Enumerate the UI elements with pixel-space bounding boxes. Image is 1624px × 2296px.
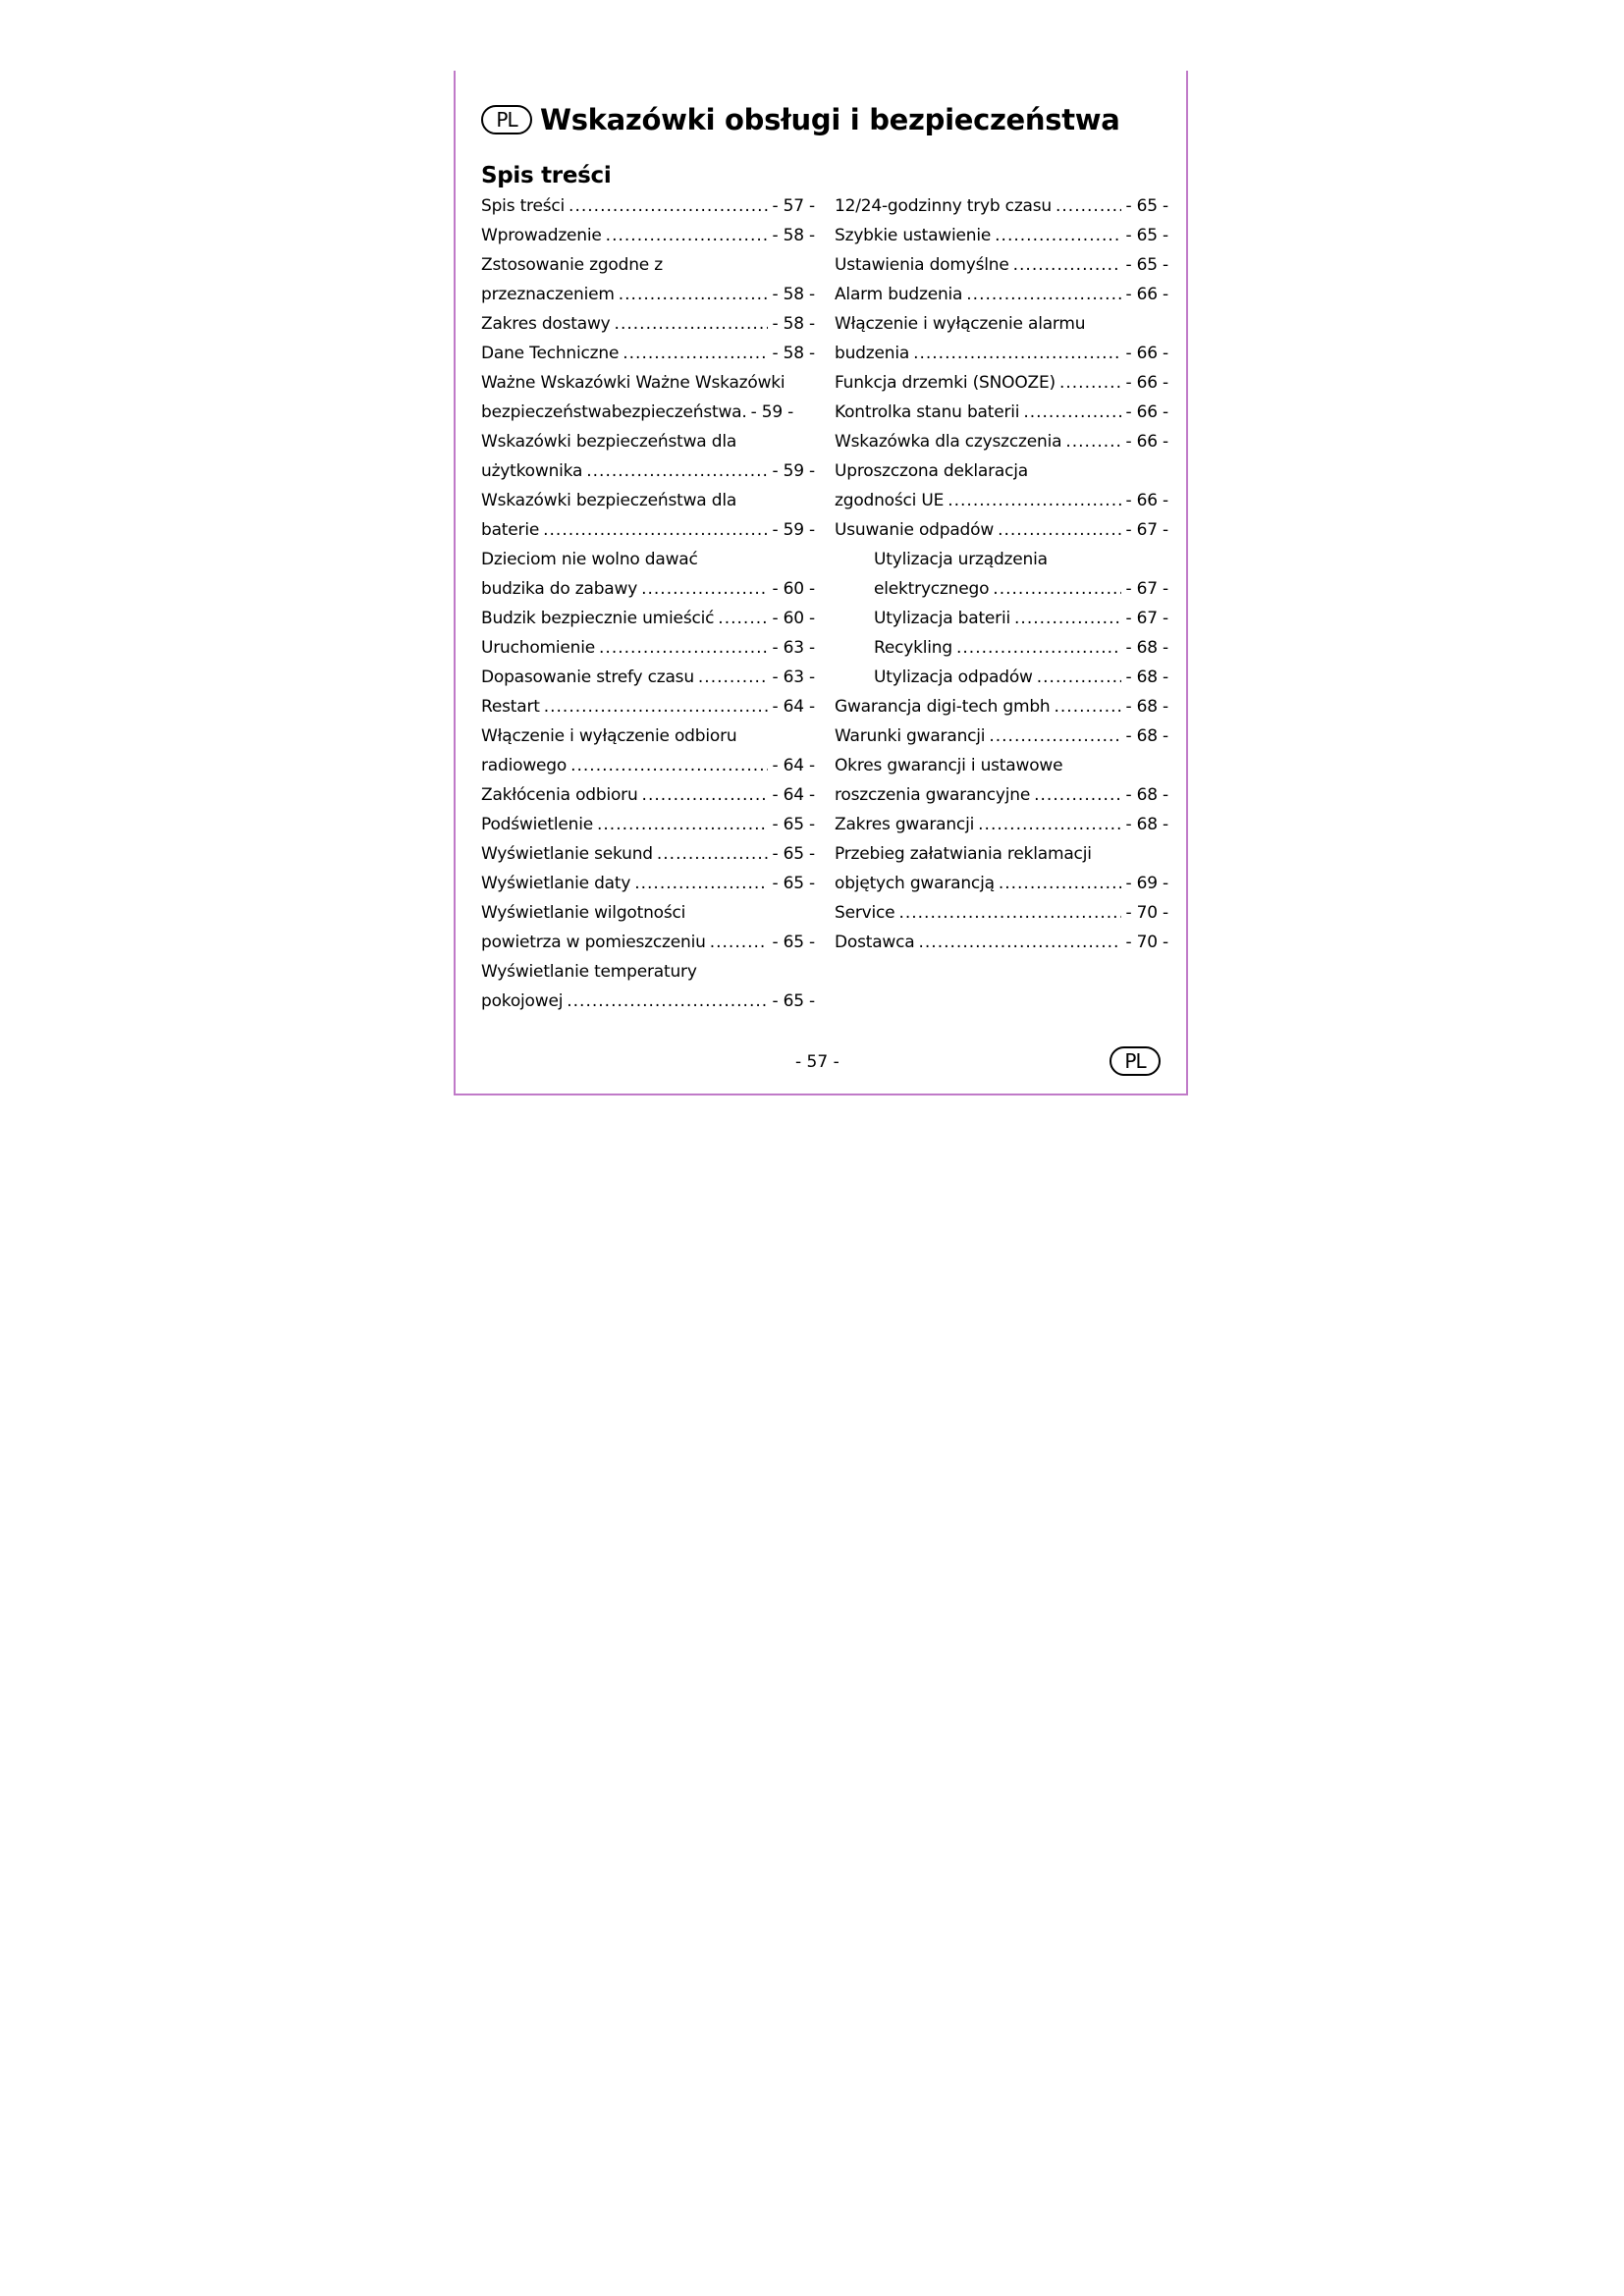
toc-entry-page: - 64 -: [772, 785, 815, 805]
toc-entry-page: - 65 -: [772, 844, 815, 864]
toc-dot-leader: [710, 933, 769, 952]
toc-entry-label: Budzik bezpiecznie umieścić: [481, 609, 715, 628]
toc-entry[interactable]: [481, 667, 815, 687]
toc-dot-leader: [989, 726, 1121, 746]
toc-entry-page: - 65 -: [1125, 226, 1168, 245]
toc-dot-leader: [698, 667, 769, 687]
toc-dot-leader: [597, 815, 768, 834]
toc-entry-page: - 65 -: [772, 933, 815, 952]
toc-entry-label: Podświetlenie: [481, 815, 593, 834]
toc-entry-label: roszczenia gwarancyjne: [835, 785, 1031, 805]
toc-dot-leader: [718, 609, 768, 628]
toc-entry-label: elektrycznego: [874, 579, 990, 599]
toc-dot-leader: [619, 285, 769, 304]
toc-dot-leader: [1013, 255, 1122, 275]
toc-entry-page: - 68 -: [1125, 638, 1168, 658]
toc-entry[interactable]: [481, 903, 815, 952]
toc-dot-leader: [1055, 697, 1122, 717]
toc-entry-label: powietrza w pomieszczeniu: [481, 933, 706, 952]
toc-dot-leader: [568, 196, 768, 216]
toc-dot-leader: [1023, 402, 1121, 422]
toc-dot-leader: [623, 344, 768, 363]
toc-entry-label: Wyświetlanie sekund: [481, 844, 653, 864]
toc-dot-leader: [993, 579, 1121, 599]
page-header: [481, 94, 1120, 145]
toc-entry-page: - 65 -: [772, 815, 815, 834]
toc-dot-leader: [995, 226, 1121, 245]
toc-entry-label: Funkcja drzemki (SNOOZE): [835, 373, 1056, 393]
toc-entry-page: - 64 -: [772, 756, 815, 775]
toc-dot-leader: [1059, 373, 1122, 393]
toc-entry-label: objętych gwarancją: [835, 874, 995, 893]
toc-entry[interactable]: [481, 785, 815, 805]
toc-dot-leader: [947, 491, 1121, 510]
toc-dot-leader: [543, 520, 768, 540]
toc-entry-label: Zakłócenia odbioru: [481, 785, 638, 805]
toc-entry-page: - 65 -: [1125, 255, 1168, 275]
toc-entry-label: Warunki gwarancji: [835, 726, 986, 746]
toc-entry-page: - 67 -: [1125, 520, 1168, 540]
toc-entry[interactable]: [481, 609, 815, 628]
toc-entry-page: - 68 -: [1125, 785, 1168, 805]
toc-entry[interactable]: [835, 402, 1168, 422]
toc-entry-label: Kontrolka stanu baterii: [835, 402, 1020, 422]
toc-entry[interactable]: [481, 697, 815, 717]
toc-entry[interactable]: [835, 726, 1168, 746]
toc-entry-label: Uruchomienie: [481, 638, 596, 658]
toc-entry[interactable]: [481, 550, 815, 599]
toc-entry[interactable]: [835, 255, 1168, 275]
toc-entry[interactable]: [835, 226, 1168, 245]
toc-entry-label-line: Włączenie i wyłączenie odbioru: [481, 726, 737, 746]
toc-entry-label: budzika do zabawy: [481, 579, 638, 599]
toc-dot-leader: [999, 874, 1122, 893]
toc-dot-leader: [642, 785, 769, 805]
toc-entry-page: - 67 -: [1125, 609, 1168, 628]
toc-entry-label: 12/24-godzinny tryb czasu: [835, 196, 1052, 216]
toc-entry[interactable]: [835, 432, 1168, 452]
toc-dot-leader: [1014, 609, 1121, 628]
toc-heading: Spis treści: [481, 163, 612, 188]
toc-entry-label: Alarm budzenia: [835, 285, 963, 304]
toc-entry-label: Zakres dostawy: [481, 314, 611, 334]
toc-entry[interactable]: [481, 638, 815, 658]
toc-entry-label: Wyświetlanie daty: [481, 874, 631, 893]
toc-entry-page: - 58 -: [772, 344, 815, 363]
toc-entry-label: przeznaczeniem: [481, 285, 615, 304]
toc-entry-page: - 69 -: [1125, 874, 1168, 893]
toc-entry-label: Service: [835, 903, 895, 923]
toc-dot-leader: [586, 461, 768, 481]
toc-entry-label-line: Włączenie i wyłączenie alarmu: [835, 314, 1086, 334]
toc-entry[interactable]: [835, 933, 1168, 952]
toc-entry-page: - 65 -: [772, 874, 815, 893]
toc-entry-label: Utylizacja odpadów: [874, 667, 1033, 687]
toc-dot-leader: [898, 903, 1121, 923]
toc-entry[interactable]: [835, 667, 1168, 687]
toc-entry-label: Wskazówka dla czyszczenia: [835, 432, 1062, 452]
toc-dot-leader: [567, 991, 768, 1011]
toc-dot-leader: [1056, 196, 1121, 216]
toc-entry-label-line: Okres gwarancji i ustawowe: [835, 756, 1063, 775]
toc-entry[interactable]: [481, 314, 815, 334]
toc-entry-page: - 70 -: [1125, 933, 1168, 952]
toc-entry-page: - 70 -: [1125, 903, 1168, 923]
toc-entry[interactable]: [835, 815, 1168, 834]
toc-entry-label: Ustawienia domyślne: [835, 255, 1009, 275]
toc-entry-page: - 59 -: [772, 520, 815, 540]
toc-entry[interactable]: [835, 697, 1168, 717]
toc-entry-label-line: Wskazówki bezpieczeństwa dla: [481, 432, 737, 452]
toc-entry[interactable]: [481, 196, 815, 216]
toc-dot-leader: [599, 638, 768, 658]
toc-entry[interactable]: [481, 491, 815, 540]
toc-entry-page: - 58 -: [772, 285, 815, 304]
toc-entry[interactable]: [481, 726, 815, 775]
toc-entry[interactable]: [481, 255, 815, 304]
toc-entry-label: użytkownika: [481, 461, 583, 481]
toc-entry-page: - 65 -: [772, 991, 815, 1011]
toc-entry-label-line: Zstosowanie zgodne z: [481, 255, 663, 275]
toc-entry-label: budzenia: [835, 344, 910, 363]
toc-entry-label-line: Wskazówki bezpieczeństwa dla: [481, 491, 737, 510]
toc-entry[interactable]: [835, 756, 1168, 805]
toc-entry-page: - 57 -: [772, 196, 815, 216]
toc-entry-label: Recykling: [874, 638, 952, 658]
toc-entry-label: Dostawca: [835, 933, 915, 952]
toc-entry-page: - 60 -: [772, 609, 815, 628]
toc-entry[interactable]: [835, 550, 1168, 599]
toc-column-right: [835, 196, 1168, 962]
toc-entry-label: Wprowadzenie: [481, 226, 602, 245]
toc-entry-page: - 65 -: [1125, 196, 1168, 216]
toc-entry[interactable]: [835, 520, 1168, 540]
toc-entry[interactable]: [481, 226, 815, 245]
toc-entry[interactable]: [835, 638, 1168, 658]
toc-entry-label: Zakres gwarancji: [835, 815, 975, 834]
toc-entry[interactable]: [835, 903, 1168, 923]
toc-entry-page: - 59 -: [750, 402, 794, 422]
toc-entry-label: Spis treści: [481, 196, 566, 216]
toc-entry-page: - 66 -: [1125, 285, 1168, 304]
toc-entry[interactable]: [835, 461, 1168, 510]
toc-entry[interactable]: [481, 874, 815, 893]
page-number: - 57 -: [795, 1052, 839, 1072]
toc-entry-label: Szybkie ustawienie: [835, 226, 992, 245]
toc-entry[interactable]: [835, 373, 1168, 393]
toc-entry-label: Usuwanie odpadów: [835, 520, 995, 540]
toc-entry-page: - 60 -: [772, 579, 815, 599]
toc-entry-page: - 68 -: [1125, 815, 1168, 834]
toc-entry-page: - 68 -: [1125, 697, 1168, 717]
toc-entry[interactable]: [481, 432, 815, 481]
toc-dot-leader: [570, 756, 768, 775]
toc-entry[interactable]: [481, 815, 815, 834]
toc-entry[interactable]: [481, 962, 815, 1011]
toc-entry-page: - 63 -: [772, 638, 815, 658]
toc-dot-leader: [998, 520, 1121, 540]
toc-dot-leader: [606, 226, 769, 245]
toc-entry-page: - 66 -: [1125, 432, 1168, 452]
toc-entry[interactable]: [835, 314, 1168, 363]
toc-entry-page: - 68 -: [1125, 667, 1168, 687]
toc-entry-label: zgodności UE: [835, 491, 945, 510]
toc-entry-label: baterie: [481, 520, 540, 540]
toc-entry-page: - 66 -: [1125, 402, 1168, 422]
toc-entry-page: - 66 -: [1125, 491, 1168, 510]
toc-dot-leader: [956, 638, 1122, 658]
footer-language-badge: PL: [1110, 1046, 1161, 1076]
toc-entry[interactable]: [835, 285, 1168, 304]
toc-entry-label: pokojowej: [481, 991, 564, 1011]
language-badge: PL: [481, 105, 532, 134]
toc-dot-leader: [913, 344, 1121, 363]
toc-dot-leader: [657, 844, 769, 864]
toc-entry-label-line: Wyświetlanie temperatury: [481, 962, 697, 982]
toc-entry-page: - 58 -: [772, 314, 815, 334]
toc-entry-label-line: Utylizacja urządzenia: [874, 550, 1048, 569]
toc-entry-label: Restart: [481, 697, 540, 717]
toc-entry-label-line: Uproszczona deklaracja: [835, 461, 1029, 481]
toc-dot-leader: [978, 815, 1121, 834]
toc-dot-leader: [641, 579, 768, 599]
toc-dot-leader: [1034, 785, 1121, 805]
toc-entry-page: - 58 -: [772, 226, 815, 245]
page-title: Wskazówki obsługi i bezpieczeństwa: [540, 103, 1120, 136]
toc-entry-page: - 66 -: [1125, 373, 1168, 393]
toc-entry-page: - 68 -: [1125, 726, 1168, 746]
toc-entry[interactable]: [481, 344, 815, 363]
toc-dot-leader: [634, 874, 768, 893]
toc-entry-page: - 66 -: [1125, 344, 1168, 363]
toc-entry-label-line: Wyświetlanie wilgotności: [481, 903, 686, 923]
toc-dot-leader: [1037, 667, 1122, 687]
toc-dot-leader: [966, 285, 1121, 304]
toc-entry[interactable]: [481, 373, 815, 422]
toc-dot-leader: [615, 314, 769, 334]
toc-entry-label: Dopasowanie strefy czasu: [481, 667, 694, 687]
toc-entry-label: Utylizacja baterii: [874, 609, 1011, 628]
toc-entry-label: bezpieczeństwabezpieczeństwa.: [481, 402, 747, 422]
toc-entry-page: - 67 -: [1125, 579, 1168, 599]
toc-entry-label-line: Przebieg załatwiania reklamacji: [835, 844, 1092, 864]
toc-entry-label-line: Ważne Wskazówki Ważne Wskazówki: [481, 373, 785, 393]
toc-entry-label: radiowego: [481, 756, 568, 775]
toc-entry-page: - 59 -: [772, 461, 815, 481]
toc-entry[interactable]: [835, 196, 1168, 216]
toc-column-left: [481, 196, 815, 1021]
toc-entry-page: - 63 -: [772, 667, 815, 687]
toc-entry-label: Gwarancja digi-tech gmbh: [835, 697, 1051, 717]
toc-entry-label: Dane Techniczne: [481, 344, 620, 363]
toc-entry[interactable]: [481, 844, 815, 864]
toc-entry-page: - 64 -: [772, 697, 815, 717]
toc-dot-leader: [544, 697, 769, 717]
toc-dot-leader: [1065, 432, 1121, 452]
toc-entry-label-line: Dzieciom nie wolno dawać: [481, 550, 698, 569]
toc-entry[interactable]: [835, 609, 1168, 628]
toc-entry[interactable]: [835, 844, 1168, 893]
toc-dot-leader: [919, 933, 1122, 952]
